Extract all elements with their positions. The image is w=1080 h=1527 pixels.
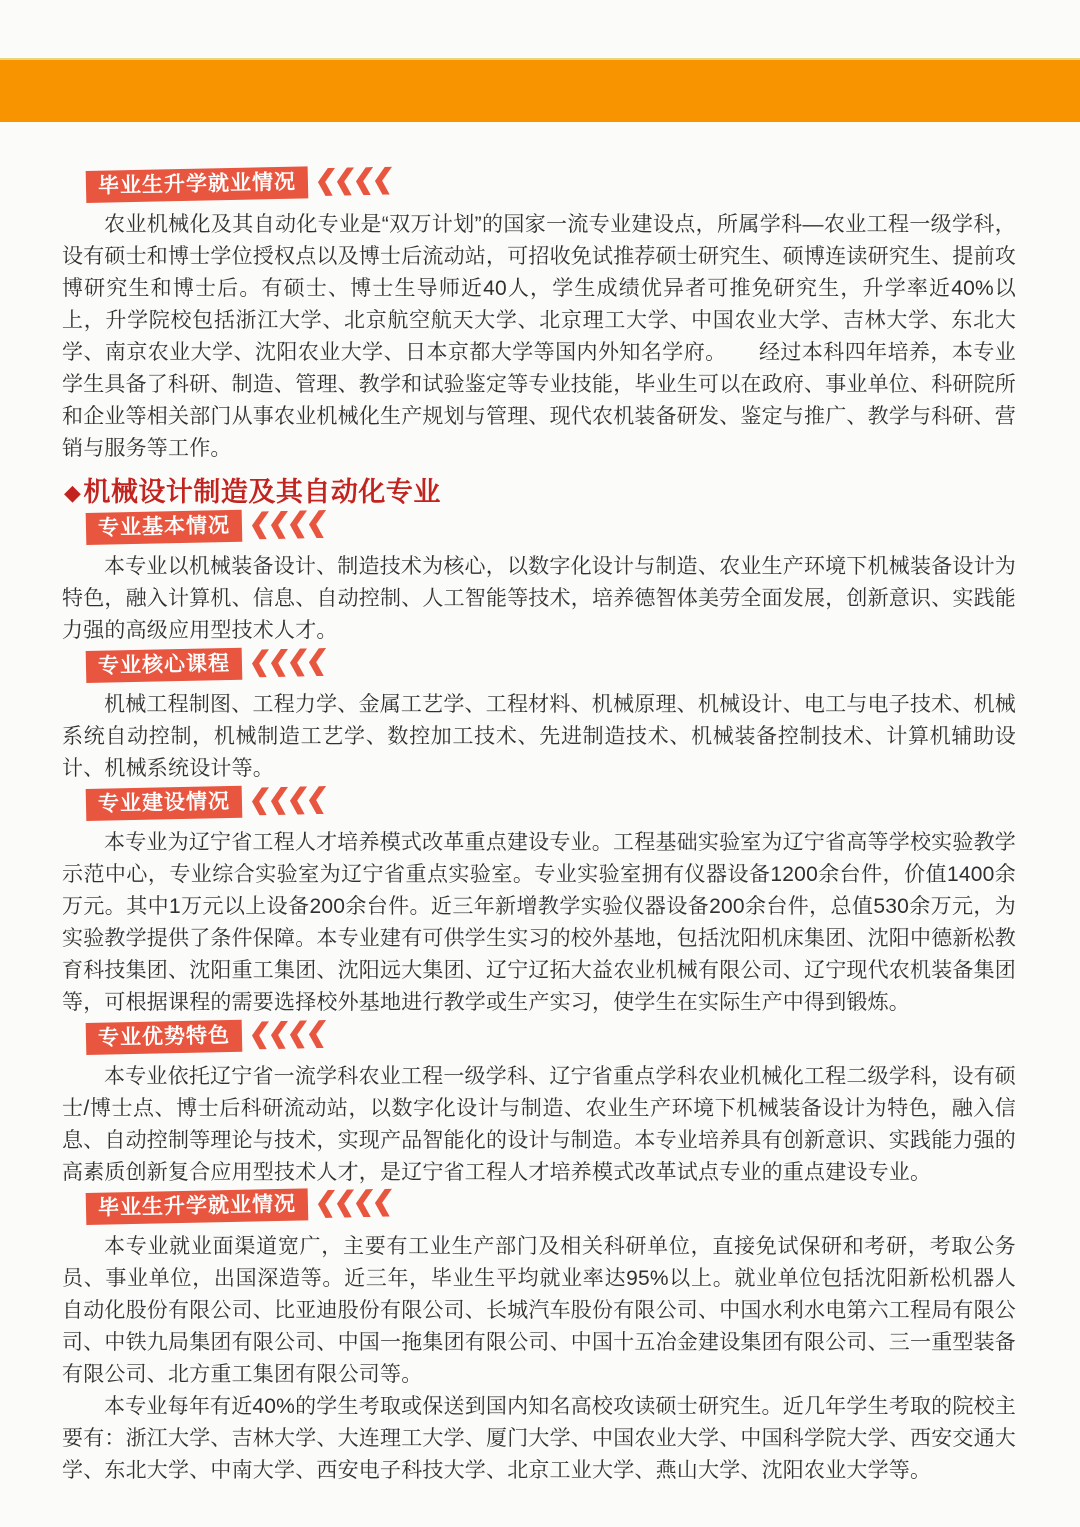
section-badge-label: 专业基本情况 [86,510,243,545]
major-heading-title: 机械设计制造及其自动化专业 [83,477,441,507]
orange-banner [0,58,1080,122]
paragraph-advantages: 本专业依托辽宁省一流学科农业工程一级学科、辽宁省重点学科农业机械化工程二级学科，设有硕士/博士点、博士后科研流动站，以数字化设计与制造、农业生产环境下机械装备设计为特色，融入信息、自动控制等理论与技术，实现产品智能化的设计与制造。本专业培养具有创新意识、实践能力强的高素质创新复合应用型技术人才，是辽宁省工程人才培养模式改革试点专业的重点建设专业。 [62,1065,1016,1184]
chevrons-left-icon [249,1020,326,1050]
section-badge-label: 专业建设情况 [86,786,243,821]
paragraph-grad-employment-1: 农业机械化及其自动化专业是“双万计划”的国家一流专业建设点，所属学科—农业工程一级学科，设有硕士和博士学位授权点以及博士后流动站，可招收免试推荐硕士研究生、硕博连读研究生、提前攻博研究生和博士后。有硕士、博士生导师近40人，学生成绩优异者可推免研究生，升学率近40%以上，升学院校包括浙江大学、北京航空航天大学、北京理工大学、中国农业大学、吉林大学、东北大学、南京农业大学、沈阳农业大学、日本京都大学等国内外知名学府。 经过本科四年培养，本专业学生具备了科研、制造、管理、教学和试验鉴定等专业技能，毕业生可以在政府、事业单位、科研院所和企业等相关部门从事农业机械化生产规划与管理、现代农机装备研发、鉴定与推广、教学与科研、营销与服务等工作。 [62,213,1016,460]
diamond-bullet-icon: ◆ [64,480,82,505]
section-badge-grad-employment-1 [86,151,1017,204]
section-badge-label: 毕业生升学就业情况 [86,1188,309,1225]
paragraph-core-courses: 机械工程制图、工程力学、金属工艺学、工程材料、机械原理、机械设计、电工与电子技术、机械系统自动控制，机械制造工艺学、数控加工技术、先进制造技术、机械装备控制技术、计算机辅助设计、机械系统设计等。 [62,693,1016,780]
paragraph-grad-employment-2a: 本专业就业面渠道宽广，主要有工业生产部门及相关科研单位，直接免试保研和考研，考取公务员、事业单位，出国深造等。近三年，毕业生平均就业率达95%以上。就业单位包括沈阳新松机器人自动化股份有限公司、比亚迪股份有限公司、长城汽车股份有限公司、中国水利水电第六工程局有限公司、中铁九局集团有限公司、中国一拖集团有限公司、中国十五冶金建设集团有限公司、三一重型装备有限公司、北方重工集团有限公司等。 [62,1235,1016,1386]
top-whitespace [0,0,1080,58]
paragraph-grad-employment-2b: 本专业每年有近40%的学生考取或保送到国内知名高校攻读硕士研究生。近几年学生考取的院校主要有：浙江大学、吉林大学、大连理工大学、厦门大学、中国农业大学、中国科学院大学、西安交通大学、东北大学、中南大学、西安电子科技大学、北京工业大学、燕山大学、沈阳农业大学等。 [62,1395,1016,1482]
page-content [0,170,1080,1527]
chevrons-left-icon [249,510,326,540]
chevrons-left-icon [315,167,392,197]
chevrons-left-icon [249,786,326,816]
section-badge-label: 专业核心课程 [86,648,243,683]
chevrons-left-icon [249,648,326,678]
paragraph-basic-info: 本专业以机械装备设计、制造技术为核心，以数字化设计与制造、农业生产环境下机械装备设计为特色，融入计算机、信息、自动控制、人工智能等技术，培养德智体美劳全面发展，创新意识、实践能力强的高级应用型技术人才。 [62,555,1016,642]
section-badge-label: 专业优势特色 [86,1020,243,1055]
paragraph-construction: 本专业为辽宁省工程人才培养模式改革重点建设专业。工程基础实验室为辽宁省高等学校实验教学示范中心，专业综合实验室为辽宁省重点实验室。专业实验室拥有仪器设备1200余台件，价值1400余万元。其中1万元以上设备200余台件。近三年新增教学实验仪器设备200余台件，总值530余万元，为实验教学提供了条件保障。本专业建有可供学生实习的校外基地，包括沈阳机床集团、沈阳中德新松教育科技集团、沈阳重工集团、沈阳远大集团、辽宁辽拓大益农业机械有限公司、辽宁现代农机装备集团等，可根据课程的需要选择校外基地进行教学或生产实习，使学生在实际生产中得到锻炼。 [62,831,1016,1014]
section-badge-label: 毕业生升学就业情况 [86,166,309,203]
chevrons-left-icon [315,1189,392,1219]
